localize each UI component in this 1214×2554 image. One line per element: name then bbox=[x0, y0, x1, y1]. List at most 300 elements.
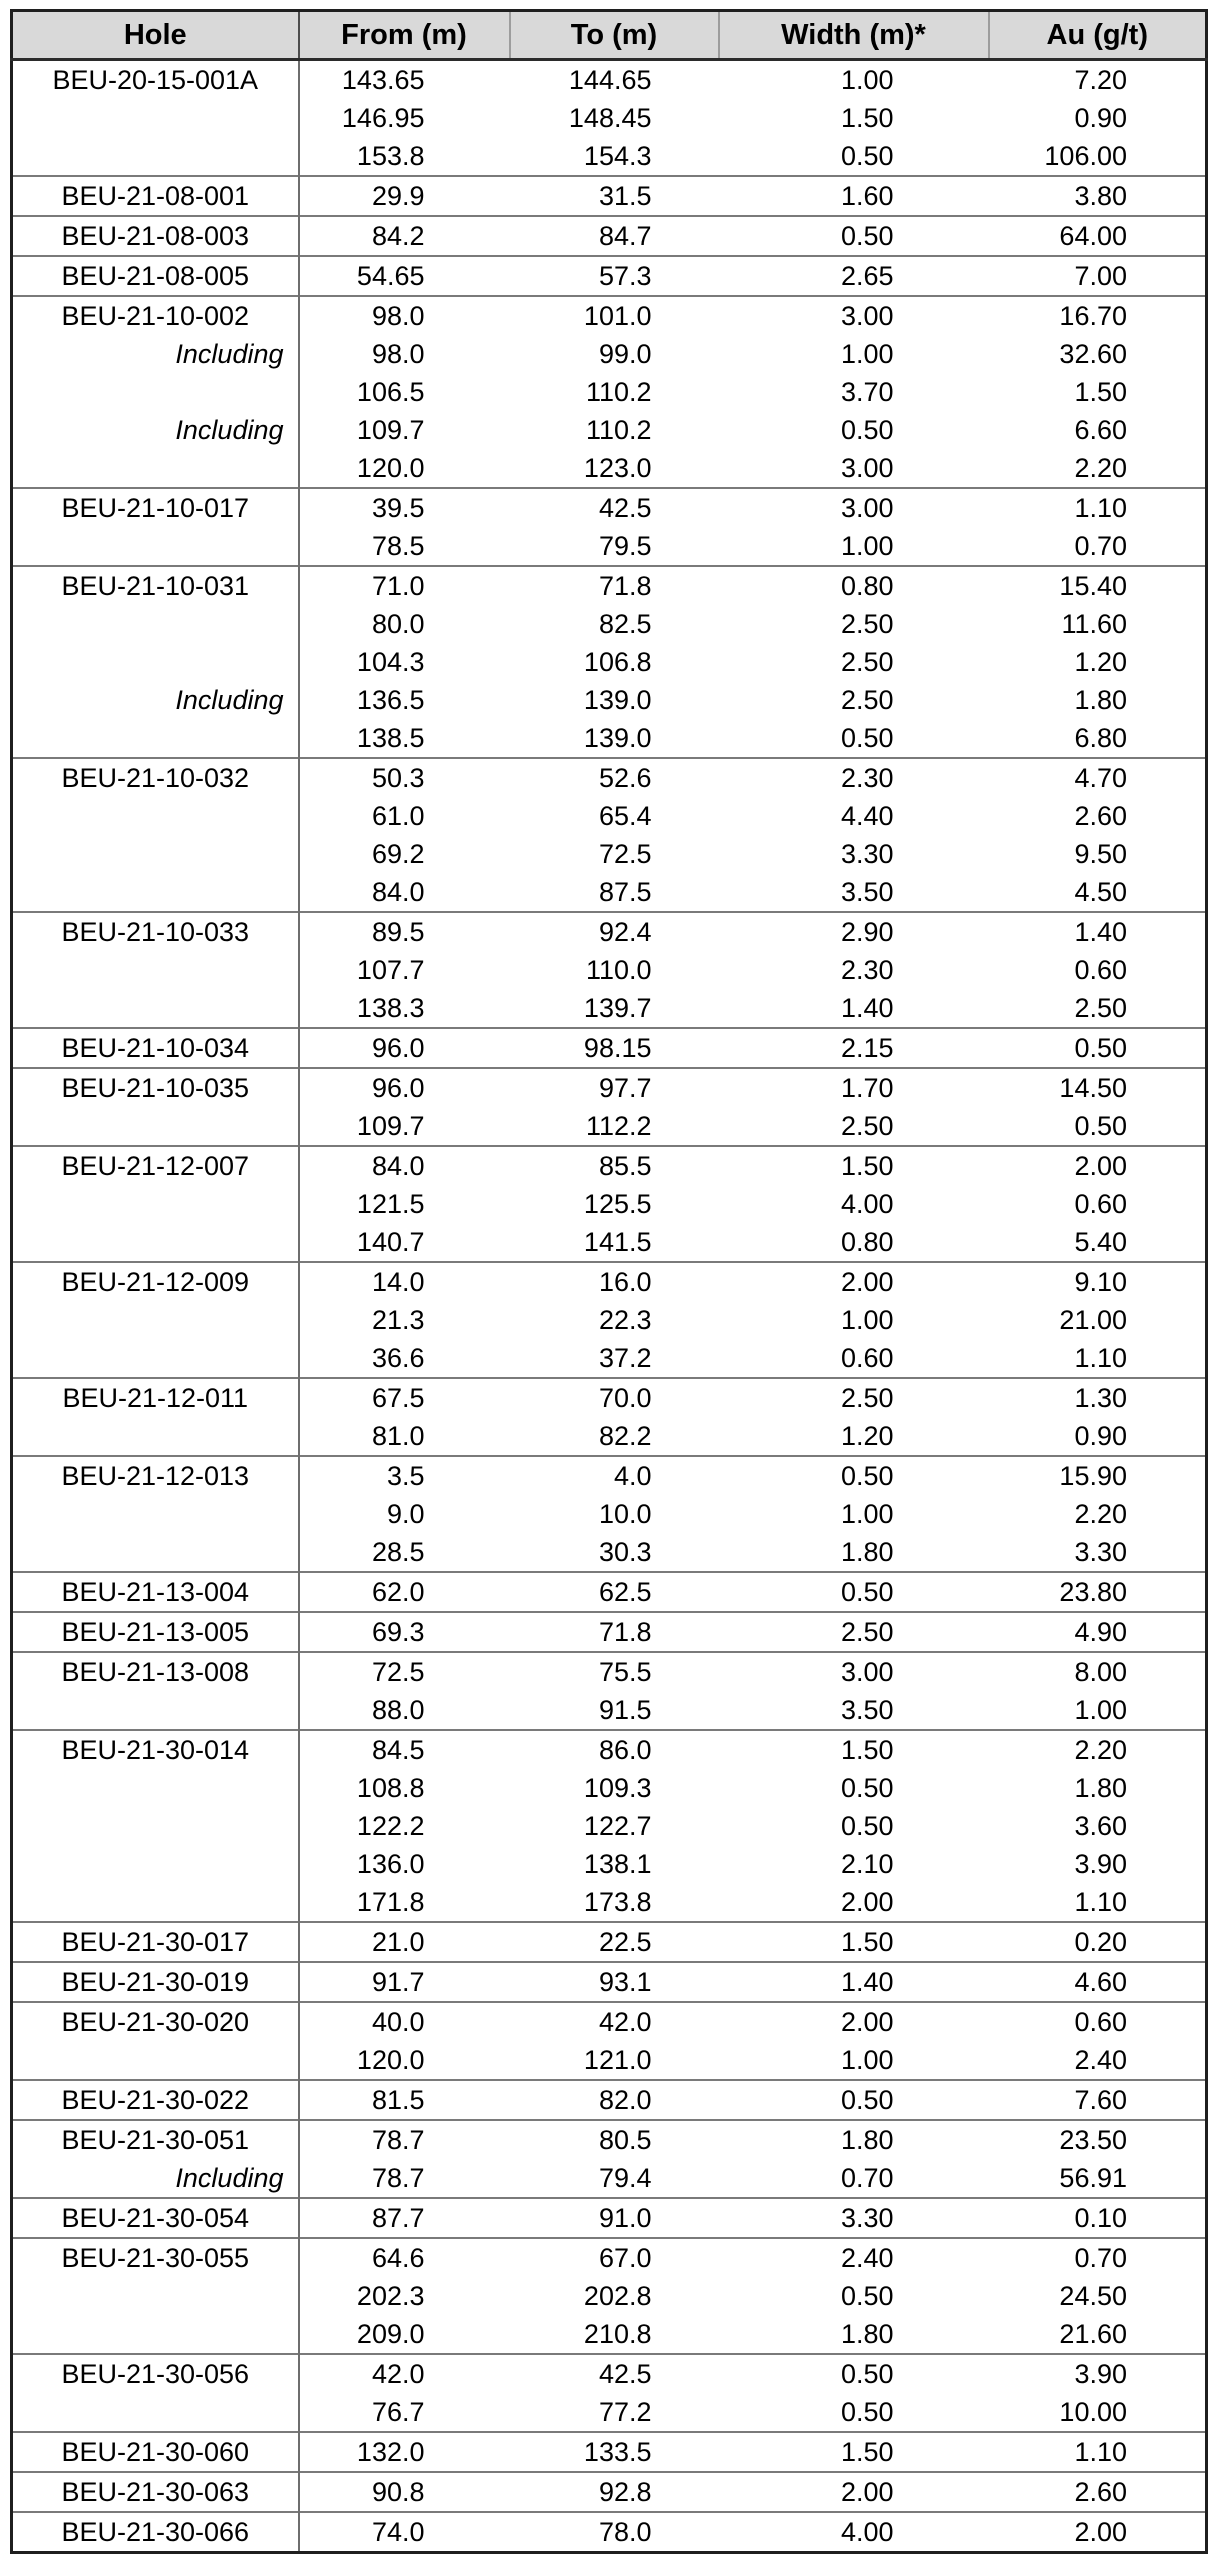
width-cell: 2.65 bbox=[719, 256, 989, 296]
hole-cell: BEU-21-12-007 bbox=[12, 1146, 299, 1185]
table-row bbox=[12, 1652, 1207, 1691]
table-row bbox=[12, 1495, 1207, 1533]
hole-cell: BEU-21-08-003 bbox=[12, 216, 299, 256]
to-cell: 110.0 bbox=[585, 954, 652, 985]
au-cell: 2.00 bbox=[989, 1146, 1207, 1185]
to-cell: 42.5 bbox=[510, 2354, 719, 2393]
from-cell: 122.2 bbox=[356, 1810, 425, 1841]
width-cell: 4.00 bbox=[840, 1188, 894, 1219]
hole-cell bbox=[12, 1107, 299, 1146]
to-cell: 202.8 bbox=[583, 2280, 652, 2311]
hole-cell: BEU-21-08-001 bbox=[12, 176, 299, 216]
from-cell: 71.0 bbox=[299, 566, 510, 605]
to-cell: 42.5 bbox=[510, 488, 719, 527]
table-row bbox=[12, 989, 1207, 1028]
table-row bbox=[12, 2159, 1207, 2198]
table-row bbox=[12, 1456, 1207, 1495]
au-cell: 4.50 bbox=[1074, 876, 1127, 907]
table-row bbox=[12, 1068, 1207, 1107]
to-cell: 22.3 bbox=[598, 1304, 652, 1335]
au-cell: 1.10 bbox=[1074, 1342, 1127, 1373]
au-cell: 3.30 bbox=[1074, 1536, 1127, 1567]
from-cell: 98.0 bbox=[371, 338, 425, 369]
width-cell: 1.70 bbox=[719, 1068, 989, 1107]
au-cell: 8.00 bbox=[989, 1652, 1207, 1691]
to-cell: 52.6 bbox=[510, 758, 719, 797]
table-row bbox=[12, 2002, 1207, 2041]
au-cell: 2.20 bbox=[1074, 452, 1127, 483]
to-cell: 42.0 bbox=[510, 2002, 719, 2041]
to-cell: 92.8 bbox=[510, 2472, 719, 2512]
table-row bbox=[12, 373, 1207, 411]
width-cell: 0.50 bbox=[719, 216, 989, 256]
hole-cell: Including bbox=[12, 681, 299, 719]
hole-cell bbox=[12, 873, 299, 912]
hole-cell: Including bbox=[12, 335, 299, 373]
from-cell: 136.0 bbox=[356, 1848, 425, 1879]
from-cell: 74.0 bbox=[299, 2512, 510, 2553]
table-row bbox=[12, 137, 1207, 176]
table-row bbox=[12, 2512, 1207, 2553]
hole-cell bbox=[12, 1883, 299, 1922]
width-cell: 4.40 bbox=[840, 800, 894, 831]
hole-cell bbox=[12, 797, 299, 835]
table-row bbox=[12, 2393, 1207, 2432]
table-row bbox=[12, 2354, 1207, 2393]
from-cell: 80.0 bbox=[371, 608, 425, 639]
au-cell: 21.60 bbox=[1059, 2318, 1127, 2349]
au-cell: 4.70 bbox=[989, 758, 1207, 797]
au-cell: 106.00 bbox=[1044, 140, 1127, 171]
au-cell: 10.00 bbox=[1059, 2396, 1127, 2427]
au-cell: 1.00 bbox=[1074, 1694, 1127, 1725]
hole-cell: BEU-21-30-066 bbox=[12, 2512, 299, 2553]
au-cell: 64.00 bbox=[989, 216, 1207, 256]
from-cell: 72.5 bbox=[299, 1652, 510, 1691]
from-cell: 78.7 bbox=[371, 2162, 425, 2193]
hole-cell bbox=[12, 989, 299, 1028]
width-cell: 0.50 bbox=[840, 1772, 894, 1803]
to-cell: 98.15 bbox=[510, 1028, 719, 1068]
table-row bbox=[12, 835, 1207, 873]
hole-cell bbox=[12, 2393, 299, 2432]
width-cell: 0.50 bbox=[719, 2080, 989, 2120]
to-cell: 79.4 bbox=[598, 2162, 652, 2193]
to-cell: 78.0 bbox=[510, 2512, 719, 2553]
to-cell: 75.5 bbox=[510, 1652, 719, 1691]
table-row bbox=[12, 2277, 1207, 2315]
hole-cell bbox=[12, 951, 299, 989]
au-cell: 2.20 bbox=[989, 1730, 1207, 1769]
au-cell: 1.80 bbox=[1074, 684, 1127, 715]
to-cell: 10.0 bbox=[598, 1498, 652, 1529]
column-header-au: Au (g/t) bbox=[989, 11, 1207, 60]
table-row bbox=[12, 1417, 1207, 1456]
table-row bbox=[12, 2315, 1207, 2354]
hole-cell bbox=[12, 2041, 299, 2080]
column-header-from: From (m) bbox=[299, 11, 510, 60]
from-cell: 69.2 bbox=[371, 838, 425, 869]
from-cell: 42.0 bbox=[299, 2354, 510, 2393]
width-cell: 0.50 bbox=[719, 2354, 989, 2393]
au-cell: 56.91 bbox=[1059, 2162, 1127, 2193]
hole-cell: BEU-21-12-009 bbox=[12, 1262, 299, 1301]
au-cell: 7.20 bbox=[1074, 64, 1127, 95]
table-row bbox=[12, 1845, 1207, 1883]
from-cell: 76.7 bbox=[371, 2396, 425, 2427]
au-cell: 3.90 bbox=[1074, 1848, 1127, 1879]
width-cell: 1.80 bbox=[719, 2120, 989, 2159]
from-cell: 81.0 bbox=[371, 1420, 425, 1451]
au-cell: 0.60 bbox=[1074, 1188, 1127, 1219]
column-header-width: Width (m)* bbox=[719, 11, 989, 60]
table-row bbox=[12, 99, 1207, 137]
hole-cell bbox=[12, 1185, 299, 1223]
width-cell: 3.00 bbox=[719, 296, 989, 335]
table-row bbox=[12, 2080, 1207, 2120]
width-cell: 3.70 bbox=[840, 376, 894, 407]
hole-cell: BEU-20-15-001A bbox=[12, 60, 299, 100]
to-cell: 30.3 bbox=[598, 1536, 652, 1567]
table-row bbox=[12, 1922, 1207, 1962]
to-cell: 82.2 bbox=[598, 1420, 652, 1451]
from-cell: 104.3 bbox=[356, 646, 425, 677]
width-cell: 3.30 bbox=[719, 2198, 989, 2238]
au-cell: 3.60 bbox=[1074, 1810, 1127, 1841]
width-cell: 1.80 bbox=[840, 1536, 894, 1567]
hole-cell: BEU-21-30-056 bbox=[12, 2354, 299, 2393]
hole-cell bbox=[12, 1417, 299, 1456]
to-cell: 37.2 bbox=[598, 1342, 652, 1373]
to-cell: 82.0 bbox=[510, 2080, 719, 2120]
table-row bbox=[12, 2041, 1207, 2080]
hole-cell: BEU-21-08-005 bbox=[12, 256, 299, 296]
hole-cell bbox=[12, 449, 299, 488]
table-row bbox=[12, 1807, 1207, 1845]
hole-cell bbox=[12, 835, 299, 873]
hole-cell: BEU-21-13-004 bbox=[12, 1572, 299, 1612]
width-cell: 0.50 bbox=[840, 722, 894, 753]
from-cell: 109.7 bbox=[356, 1110, 425, 1141]
to-cell: 99.0 bbox=[598, 338, 652, 369]
to-cell: 70.0 bbox=[510, 1378, 719, 1417]
to-cell: 109.3 bbox=[583, 1772, 652, 1803]
au-cell: 9.10 bbox=[989, 1262, 1207, 1301]
from-cell: 153.8 bbox=[356, 140, 425, 171]
table-row bbox=[12, 758, 1207, 797]
au-cell: 3.90 bbox=[989, 2354, 1207, 2393]
table-row bbox=[12, 605, 1207, 643]
from-cell: 121.5 bbox=[356, 1188, 425, 1219]
table-header-row bbox=[12, 11, 1207, 60]
table-row bbox=[12, 1262, 1207, 1301]
from-cell: 21.0 bbox=[299, 1922, 510, 1962]
width-cell: 1.20 bbox=[840, 1420, 894, 1451]
width-cell: 2.00 bbox=[719, 1262, 989, 1301]
table-row bbox=[12, 1533, 1207, 1572]
hole-cell: BEU-21-10-032 bbox=[12, 758, 299, 797]
to-cell: 101.0 bbox=[510, 296, 719, 335]
from-cell: 106.5 bbox=[356, 376, 425, 407]
table-row bbox=[12, 216, 1207, 256]
width-cell: 1.00 bbox=[840, 2044, 894, 2075]
width-cell: 0.50 bbox=[840, 1810, 894, 1841]
au-cell: 16.70 bbox=[989, 296, 1207, 335]
au-cell: 1.80 bbox=[1074, 1772, 1127, 1803]
hole-cell: BEU-21-13-005 bbox=[12, 1612, 299, 1652]
au-cell: 2.60 bbox=[989, 2472, 1207, 2512]
width-cell: 1.40 bbox=[719, 1962, 989, 2002]
width-cell: 2.50 bbox=[840, 1110, 894, 1141]
to-cell: 80.5 bbox=[510, 2120, 719, 2159]
from-cell: 64.6 bbox=[299, 2238, 510, 2277]
table-row bbox=[12, 1339, 1207, 1378]
to-cell: 91.0 bbox=[510, 2198, 719, 2238]
au-cell: 11.60 bbox=[1061, 608, 1127, 639]
table-row bbox=[12, 411, 1207, 449]
from-cell: 29.9 bbox=[299, 176, 510, 216]
from-cell: 88.0 bbox=[371, 1694, 425, 1725]
width-cell: 2.50 bbox=[719, 1378, 989, 1417]
au-cell: 1.40 bbox=[989, 912, 1207, 951]
au-cell: 0.60 bbox=[1074, 954, 1127, 985]
table-row bbox=[12, 1883, 1207, 1922]
to-cell: 85.5 bbox=[510, 1146, 719, 1185]
au-cell: 0.70 bbox=[989, 2238, 1207, 2277]
au-cell: 0.70 bbox=[1074, 530, 1127, 561]
au-cell: 24.50 bbox=[1059, 2280, 1127, 2311]
width-cell: 1.00 bbox=[840, 1304, 894, 1335]
from-cell: 28.5 bbox=[371, 1536, 425, 1567]
from-cell: 84.2 bbox=[299, 216, 510, 256]
hole-cell bbox=[12, 1807, 299, 1845]
hole-cell: BEU-21-30-019 bbox=[12, 1962, 299, 2002]
width-cell: 1.00 bbox=[840, 530, 894, 561]
au-cell: 23.80 bbox=[989, 1572, 1207, 1612]
column-header-hole: Hole bbox=[12, 11, 299, 60]
to-cell: 97.7 bbox=[510, 1068, 719, 1107]
to-cell: 122.7 bbox=[583, 1810, 652, 1841]
table-row bbox=[12, 643, 1207, 681]
table-row bbox=[12, 449, 1207, 488]
width-cell: 2.50 bbox=[719, 1612, 989, 1652]
to-cell: 112.2 bbox=[585, 1110, 652, 1141]
to-cell: 123.0 bbox=[583, 452, 652, 483]
table-row bbox=[12, 2198, 1207, 2238]
au-cell: 15.40 bbox=[989, 566, 1207, 605]
to-cell: 71.8 bbox=[510, 566, 719, 605]
hole-cell: BEU-21-10-034 bbox=[12, 1028, 299, 1068]
width-cell: 1.50 bbox=[719, 1922, 989, 1962]
table-row bbox=[12, 681, 1207, 719]
from-cell: 14.0 bbox=[299, 1262, 510, 1301]
hole-cell bbox=[12, 719, 299, 758]
au-cell: 2.20 bbox=[1074, 1498, 1127, 1529]
width-cell: 1.50 bbox=[719, 1146, 989, 1185]
hole-cell: BEU-21-30-060 bbox=[12, 2432, 299, 2472]
table-row bbox=[12, 1028, 1207, 1068]
from-cell: 87.7 bbox=[299, 2198, 510, 2238]
width-cell: 3.30 bbox=[840, 838, 894, 869]
width-cell: 1.50 bbox=[719, 1730, 989, 1769]
to-cell: 110.2 bbox=[585, 376, 652, 407]
width-cell: 3.00 bbox=[719, 1652, 989, 1691]
au-cell: 0.50 bbox=[989, 1028, 1207, 1068]
hole-cell: BEU-21-12-011 bbox=[12, 1378, 299, 1417]
au-cell: 0.90 bbox=[1074, 1420, 1127, 1451]
width-cell: 2.30 bbox=[840, 954, 894, 985]
table-row bbox=[12, 1691, 1207, 1730]
to-cell: 84.7 bbox=[510, 216, 719, 256]
au-cell: 9.50 bbox=[1074, 838, 1127, 869]
width-cell: 2.50 bbox=[840, 608, 894, 639]
drill-results-table bbox=[10, 9, 1208, 2554]
au-cell: 1.30 bbox=[989, 1378, 1207, 1417]
table-row bbox=[12, 912, 1207, 951]
to-cell: 154.3 bbox=[583, 140, 652, 171]
from-cell: 91.7 bbox=[299, 1962, 510, 2002]
hole-cell: BEU-21-12-013 bbox=[12, 1456, 299, 1495]
au-cell: 6.60 bbox=[1074, 414, 1127, 445]
from-cell: 84.0 bbox=[371, 876, 425, 907]
to-cell: 82.5 bbox=[598, 608, 652, 639]
table-row bbox=[12, 60, 1207, 100]
width-cell: 1.80 bbox=[840, 2318, 894, 2349]
from-cell: 67.5 bbox=[299, 1378, 510, 1417]
table-row bbox=[12, 951, 1207, 989]
table-row bbox=[12, 1185, 1207, 1223]
from-cell: 136.5 bbox=[356, 684, 425, 715]
hole-cell: BEU-21-13-008 bbox=[12, 1652, 299, 1691]
hole-cell bbox=[12, 605, 299, 643]
from-cell: 90.8 bbox=[299, 2472, 510, 2512]
to-cell: 139.0 bbox=[583, 684, 652, 715]
table-row bbox=[12, 1223, 1207, 1262]
au-cell: 7.00 bbox=[989, 256, 1207, 296]
hole-cell bbox=[12, 1769, 299, 1807]
to-cell: 92.4 bbox=[510, 912, 719, 951]
from-cell: 9.0 bbox=[386, 1498, 425, 1529]
from-cell: 209.0 bbox=[356, 2318, 425, 2349]
au-cell: 5.40 bbox=[1074, 1226, 1127, 1257]
hole-cell: BEU-21-30-051 bbox=[12, 2120, 299, 2159]
au-cell: 0.20 bbox=[989, 1922, 1207, 1962]
hole-cell: BEU-21-30-055 bbox=[12, 2238, 299, 2277]
to-cell: 110.2 bbox=[585, 414, 652, 445]
to-cell: 139.7 bbox=[583, 992, 652, 1023]
column-header-to: To (m) bbox=[510, 11, 719, 60]
hole-cell: BEU-21-10-031 bbox=[12, 566, 299, 605]
hole-cell bbox=[12, 373, 299, 411]
table-row bbox=[12, 1146, 1207, 1185]
table-row bbox=[12, 176, 1207, 216]
width-cell: 0.60 bbox=[840, 1342, 894, 1373]
width-cell: 2.40 bbox=[719, 2238, 989, 2277]
table-row bbox=[12, 1378, 1207, 1417]
table-row bbox=[12, 1572, 1207, 1612]
width-cell: 2.50 bbox=[840, 646, 894, 677]
au-cell: 4.60 bbox=[989, 1962, 1207, 2002]
from-cell: 138.3 bbox=[356, 992, 425, 1023]
width-cell: 3.00 bbox=[840, 452, 894, 483]
width-cell: 2.15 bbox=[719, 1028, 989, 1068]
au-cell: 2.60 bbox=[1074, 800, 1127, 831]
hole-cell: BEU-21-30-022 bbox=[12, 2080, 299, 2120]
to-cell: 31.5 bbox=[510, 176, 719, 216]
to-cell: 138.1 bbox=[583, 1848, 652, 1879]
from-cell: 143.65 bbox=[341, 64, 425, 95]
from-cell: 138.5 bbox=[356, 722, 425, 753]
from-cell: 36.6 bbox=[371, 1342, 425, 1373]
au-cell: 6.80 bbox=[1074, 722, 1127, 753]
table-row bbox=[12, 797, 1207, 835]
to-cell: 86.0 bbox=[510, 1730, 719, 1769]
table-row bbox=[12, 527, 1207, 566]
width-cell: 2.00 bbox=[840, 1886, 894, 1917]
hole-cell: Including bbox=[12, 2159, 299, 2198]
width-cell: 2.30 bbox=[719, 758, 989, 797]
from-cell: 62.0 bbox=[299, 1572, 510, 1612]
width-cell: 4.00 bbox=[719, 2512, 989, 2553]
hole-cell: BEU-21-30-054 bbox=[12, 2198, 299, 2238]
hole-cell bbox=[12, 2277, 299, 2315]
au-cell: 0.50 bbox=[1074, 1110, 1127, 1141]
to-cell: 87.5 bbox=[598, 876, 652, 907]
from-cell: 3.5 bbox=[299, 1456, 510, 1495]
au-cell: 32.60 bbox=[1059, 338, 1127, 369]
from-cell: 78.7 bbox=[299, 2120, 510, 2159]
to-cell: 65.4 bbox=[598, 800, 652, 831]
hole-cell bbox=[12, 1845, 299, 1883]
from-cell: 84.0 bbox=[299, 1146, 510, 1185]
to-cell: 16.0 bbox=[510, 1262, 719, 1301]
width-cell: 0.50 bbox=[719, 1572, 989, 1612]
to-cell: 173.8 bbox=[583, 1886, 652, 1917]
table-body bbox=[12, 60, 1207, 2553]
width-cell: 2.90 bbox=[719, 912, 989, 951]
table-row bbox=[12, 335, 1207, 373]
au-cell: 23.50 bbox=[989, 2120, 1207, 2159]
width-cell: 0.50 bbox=[840, 2396, 894, 2427]
table-row bbox=[12, 296, 1207, 335]
width-cell: 3.50 bbox=[840, 876, 894, 907]
from-cell: 171.8 bbox=[356, 1886, 425, 1917]
hole-cell bbox=[12, 1223, 299, 1262]
table-row bbox=[12, 1107, 1207, 1146]
from-cell: 108.8 bbox=[356, 1772, 425, 1803]
hole-cell bbox=[12, 1495, 299, 1533]
from-cell: 50.3 bbox=[299, 758, 510, 797]
width-cell: 2.10 bbox=[840, 1848, 894, 1879]
table-row bbox=[12, 1769, 1207, 1807]
table-row bbox=[12, 1962, 1207, 2002]
width-cell: 0.50 bbox=[840, 140, 894, 171]
to-cell: 91.5 bbox=[598, 1694, 652, 1725]
width-cell: 0.80 bbox=[840, 1226, 894, 1257]
au-cell: 1.10 bbox=[989, 488, 1207, 527]
au-cell: 2.40 bbox=[1074, 2044, 1127, 2075]
to-cell: 148.45 bbox=[568, 102, 652, 133]
to-cell: 72.5 bbox=[598, 838, 652, 869]
table-row bbox=[12, 488, 1207, 527]
au-cell: 3.80 bbox=[989, 176, 1207, 216]
from-cell: 89.5 bbox=[299, 912, 510, 951]
to-cell: 133.5 bbox=[510, 2432, 719, 2472]
table-row bbox=[12, 256, 1207, 296]
table-row bbox=[12, 1301, 1207, 1339]
from-cell: 96.0 bbox=[299, 1068, 510, 1107]
from-cell: 40.0 bbox=[299, 2002, 510, 2041]
